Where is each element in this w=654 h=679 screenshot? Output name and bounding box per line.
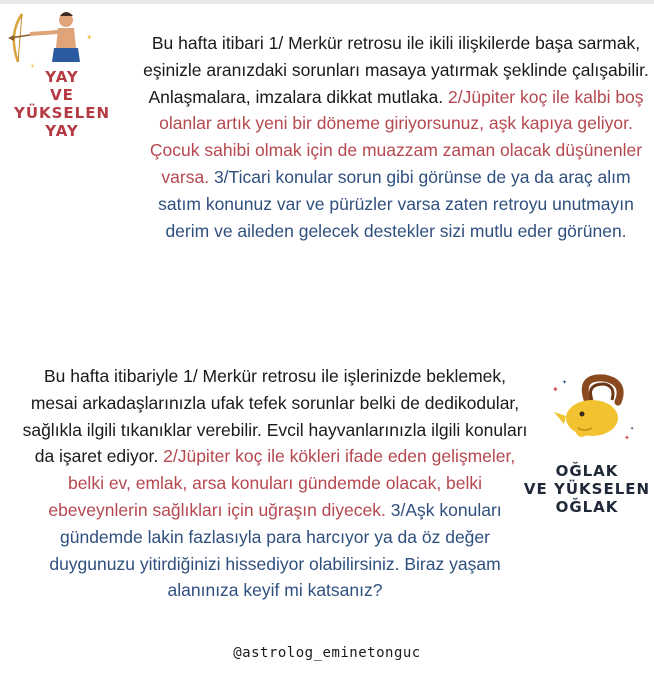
text-segment-2: 2/Jüpiter koç ile kalbi boş olanlar artık yeni bir döneme giriyorsunuz, aşk kapıya geliyor. Çocuk sahibi olmak için de muazzam zaman olacak düşünenler varsa. bbox=[149, 86, 644, 187]
sign-line2: VE YÜKSELEN bbox=[523, 480, 651, 498]
horoscope-text-oglak bbox=[20, 363, 530, 604]
sagittarius-archer-icon bbox=[0, 4, 100, 72]
text-segment-1: Bu hafta itibariyle 1/ Merkür retrosu ile işlerinizde beklemek, mesai arkadaşlarınızla ufak tefek sorunlar belki de dedikodular, sağlıkla ilgili tıkanıklar verebilir. Evcil hayvanlarınızla ilgili konuları da işaret ediyor. bbox=[22, 366, 528, 467]
sign-line1: YAY bbox=[45, 68, 79, 86]
text-segment-3: 3/Ticari konular sorun gibi görünse de ya da araç alım satım konunuz var ve pürüzler varsa zaten retroyu unutmayın derim ve aileden gelecek destekler sizi mutlu eder görünen. bbox=[158, 166, 634, 241]
sign-line2: VE YÜKSELEN bbox=[13, 86, 111, 122]
sign-label-yay bbox=[0, 68, 124, 140]
sign-line1: OĞLAK bbox=[555, 462, 619, 480]
capricorn-goat-icon bbox=[548, 372, 640, 452]
svg-text:✦: ✦ bbox=[86, 33, 93, 42]
text-segment-1: Bu hafta itibari 1/ Merkür retrosu ile ikili ilişkilerde başa sarmak, eşinizle aranızdaki sorunları masaya yatırmak şeklinde çalışabilir. Anlaşmalara, imzalara dikkat mutlaka. bbox=[143, 33, 649, 107]
text-segment-3: 3/Aşk konuları gündemde lakin fazlasıyla para harcıyor ya da öz değer duygunuzu yitirdiğinizi hissediyor olabilirsiniz. Biraz yaşam alanınıza keyif mi katsanız? bbox=[49, 499, 502, 601]
sign-line3: OĞLAK bbox=[555, 498, 619, 516]
svg-text:✦: ✦ bbox=[624, 434, 630, 442]
svg-text:✦: ✦ bbox=[30, 63, 36, 70]
sign-label-oglak bbox=[520, 462, 654, 516]
svg-text:✦: ✦ bbox=[552, 385, 559, 394]
horoscope-text-yay bbox=[140, 30, 652, 244]
author-handle: @astrolog_eminetonguc bbox=[233, 645, 421, 661]
svg-text:✦: ✦ bbox=[562, 379, 568, 386]
text-segment-2: 2/Jüpiter koç ile kökleri ifade eden gelişmeler, belki ev, emlak, arsa konuları gündemde olacak, belki ebeveynlerin sağlıkları için uğraşın diyecek. bbox=[48, 446, 516, 520]
sign-line3: YAY bbox=[45, 122, 79, 140]
svg-text:✦: ✦ bbox=[630, 426, 635, 432]
